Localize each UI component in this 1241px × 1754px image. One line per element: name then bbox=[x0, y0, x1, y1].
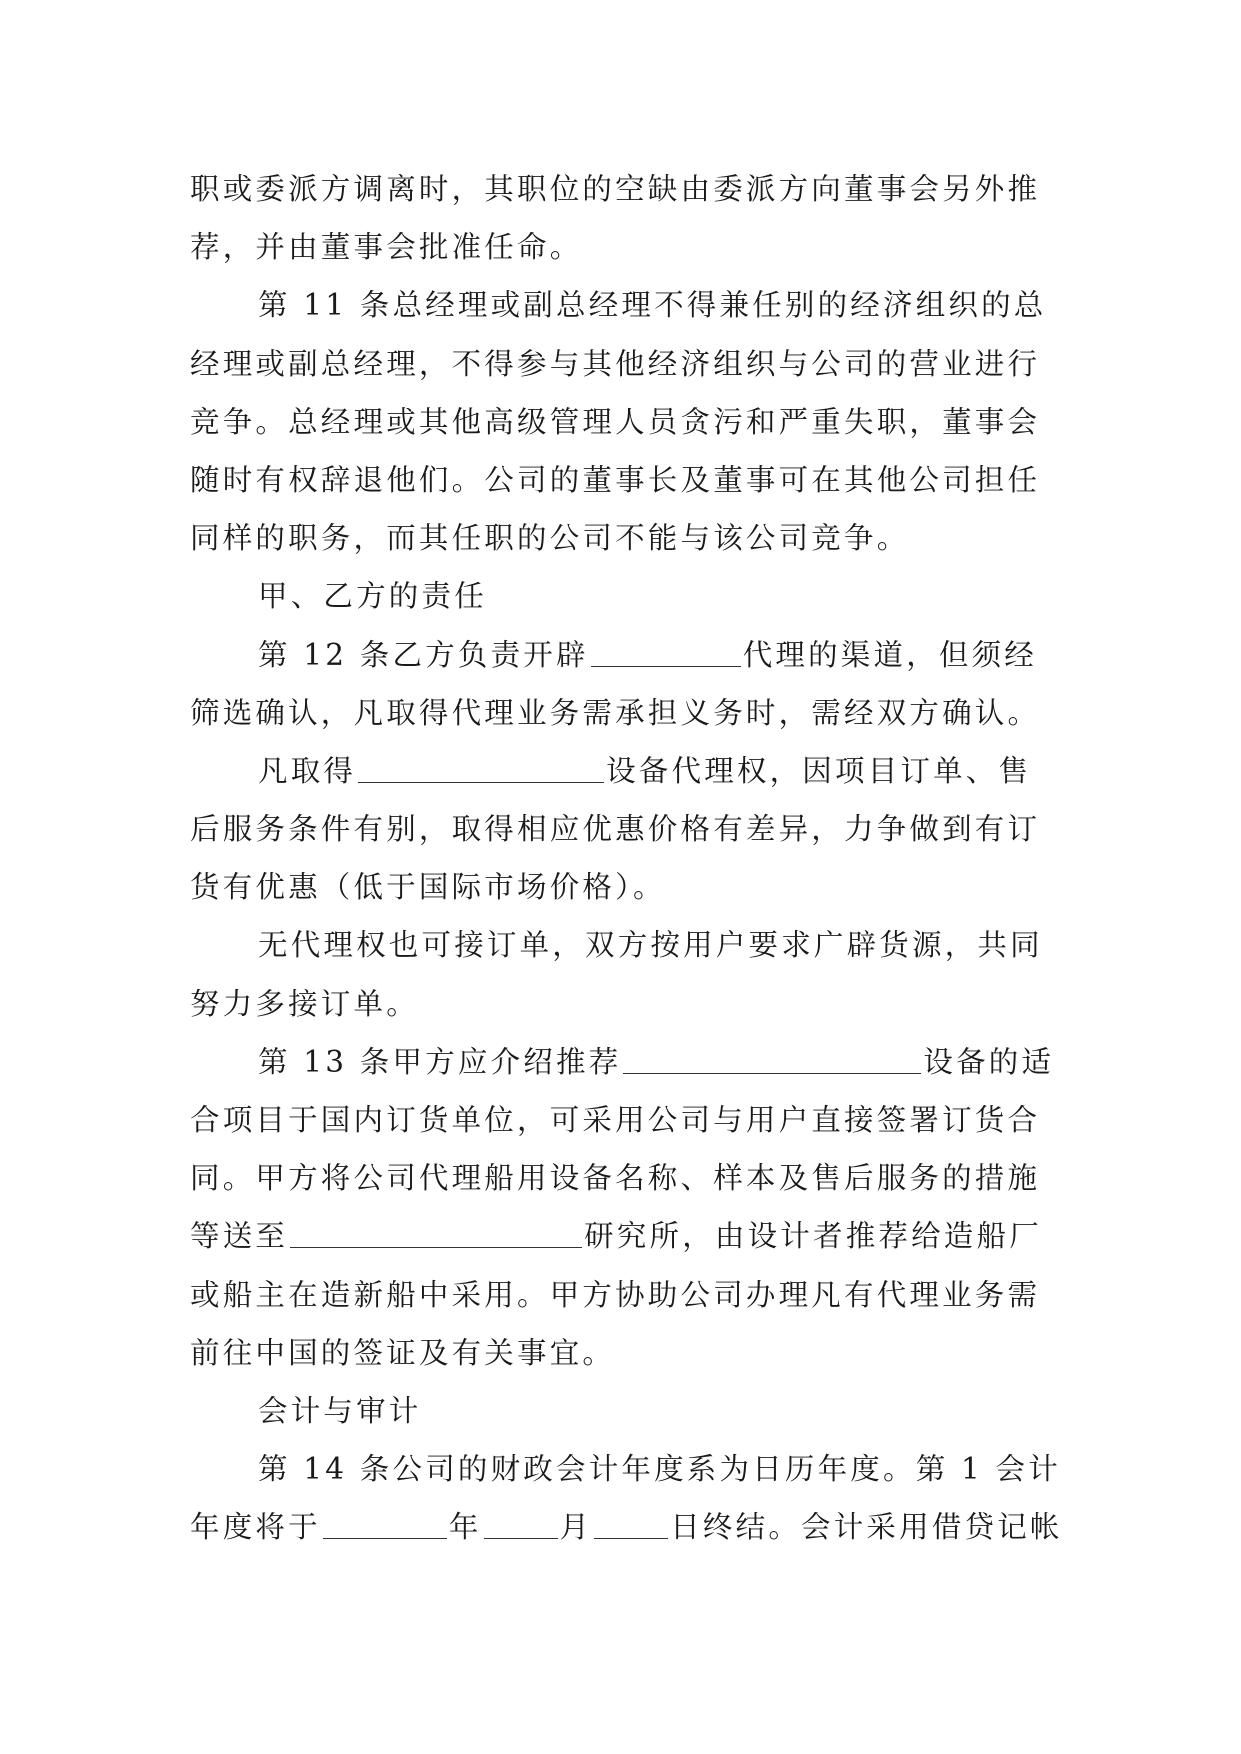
fill-in-blank[interactable] bbox=[623, 1047, 921, 1074]
fill-in-blank[interactable] bbox=[591, 640, 741, 667]
text-run: 前往中国的签证及有关事宜。 bbox=[190, 1335, 616, 1370]
day-blank[interactable] bbox=[594, 1512, 668, 1539]
text-run: 年度将于 bbox=[190, 1510, 321, 1545]
text-run: 货有优惠（低于国际市场价格）。 bbox=[190, 870, 666, 905]
paragraph-line bbox=[190, 1498, 1070, 1556]
paragraph-line bbox=[190, 684, 1070, 742]
text-run: 或船主在造新船中采用。甲方协助公司办理凡有代理业务需 bbox=[190, 1277, 1041, 1312]
text-run: 后服务条件有别，取得相应优惠价格有差异，力争做到有订 bbox=[190, 812, 1041, 847]
paragraph-line bbox=[190, 1324, 1070, 1382]
heading-text: 会计与审计 bbox=[258, 1393, 422, 1428]
paragraph-line bbox=[190, 1091, 1070, 1149]
fill-in-blank[interactable] bbox=[358, 756, 604, 783]
paragraph-line bbox=[190, 975, 1070, 1033]
text-run: 第 12 条乙方负责开辟 bbox=[258, 637, 589, 672]
text-run: 合项目于国内订货单位，可采用公司与用户直接签署订货合 bbox=[190, 1103, 1041, 1137]
article-12-line bbox=[190, 626, 1070, 684]
text-run: 荐，并由董事会批准任命。 bbox=[190, 230, 583, 265]
text-run: 等送至 bbox=[190, 1219, 289, 1254]
text-run: 第 11 条总经理或副总经理不得兼任别的经济组织的总 bbox=[258, 288, 1047, 323]
paragraph-line bbox=[190, 451, 1070, 509]
text-run: 月 bbox=[559, 1510, 593, 1545]
text-run: 经理或副总经理，不得参与其他经济组织与公司的营业进行 bbox=[190, 346, 1041, 381]
paragraph-line bbox=[190, 160, 1070, 218]
text-run: 设备代理权，因项目订单、售 bbox=[606, 753, 1032, 788]
document-body bbox=[190, 160, 1070, 1557]
text-run: 研究所，由设计者推荐给造船厂 bbox=[584, 1219, 1042, 1254]
section-heading bbox=[190, 1382, 1070, 1440]
paragraph-line bbox=[190, 742, 1070, 800]
article-13-line bbox=[190, 1033, 1070, 1091]
paragraph-line bbox=[190, 335, 1070, 393]
paragraph-line bbox=[190, 1149, 1070, 1207]
month-blank[interactable] bbox=[484, 1512, 558, 1539]
text-run: 日终结。会计采用借贷记帐 bbox=[670, 1510, 1063, 1545]
text-run: 筛选确认，凡取得代理业务需承担义务时，需经双方确认。 bbox=[190, 695, 1041, 730]
fill-in-blank[interactable] bbox=[290, 1221, 582, 1248]
paragraph-line bbox=[190, 1266, 1070, 1324]
text-run: 努力多接订单。 bbox=[190, 986, 419, 1021]
text-run: 竞争。总经理或其他高级管理人员贪污和严重失职，董事会 bbox=[190, 404, 1041, 439]
text-run: 同。甲方将公司代理船用设备名称、样本及售后服务的措施 bbox=[190, 1161, 1041, 1196]
year-blank[interactable] bbox=[323, 1512, 447, 1539]
paragraph-line bbox=[190, 393, 1070, 451]
text-run: 凡取得 bbox=[258, 753, 357, 788]
text-run: 无代理权也可接订单，双方按用户要求广辟货源，共同 bbox=[258, 928, 1043, 963]
text-run: 同样的职务，而其任职的公司不能与该公司竞争。 bbox=[190, 521, 910, 556]
paragraph-line bbox=[190, 800, 1070, 858]
text-run: 代理的渠道，但须经 bbox=[742, 637, 1038, 672]
heading-text: 甲、乙方的责任 bbox=[258, 579, 487, 614]
text-run: 职或委派方调离时，其职位的空缺由委派方向董事会另外推 bbox=[190, 172, 1041, 206]
paragraph-line bbox=[190, 509, 1070, 567]
paragraph-line bbox=[190, 218, 1070, 276]
text-run: 第 13 条甲方应介绍推荐 bbox=[258, 1044, 622, 1079]
paragraph-line bbox=[190, 1207, 1070, 1265]
text-run: 年 bbox=[448, 1510, 482, 1545]
paragraph-line bbox=[190, 858, 1070, 916]
article-11-line bbox=[190, 276, 1070, 334]
section-heading bbox=[190, 567, 1070, 625]
paragraph-line bbox=[190, 916, 1070, 974]
text-run: 第 14 条公司的财政会计年度系为日历年度。第 1 会计 bbox=[258, 1452, 1061, 1487]
text-run: 随时有权辞退他们。公司的董事长及董事可在其他公司担任 bbox=[190, 462, 1041, 497]
text-run: 设备的适 bbox=[923, 1044, 1055, 1079]
article-14-line bbox=[190, 1440, 1070, 1498]
